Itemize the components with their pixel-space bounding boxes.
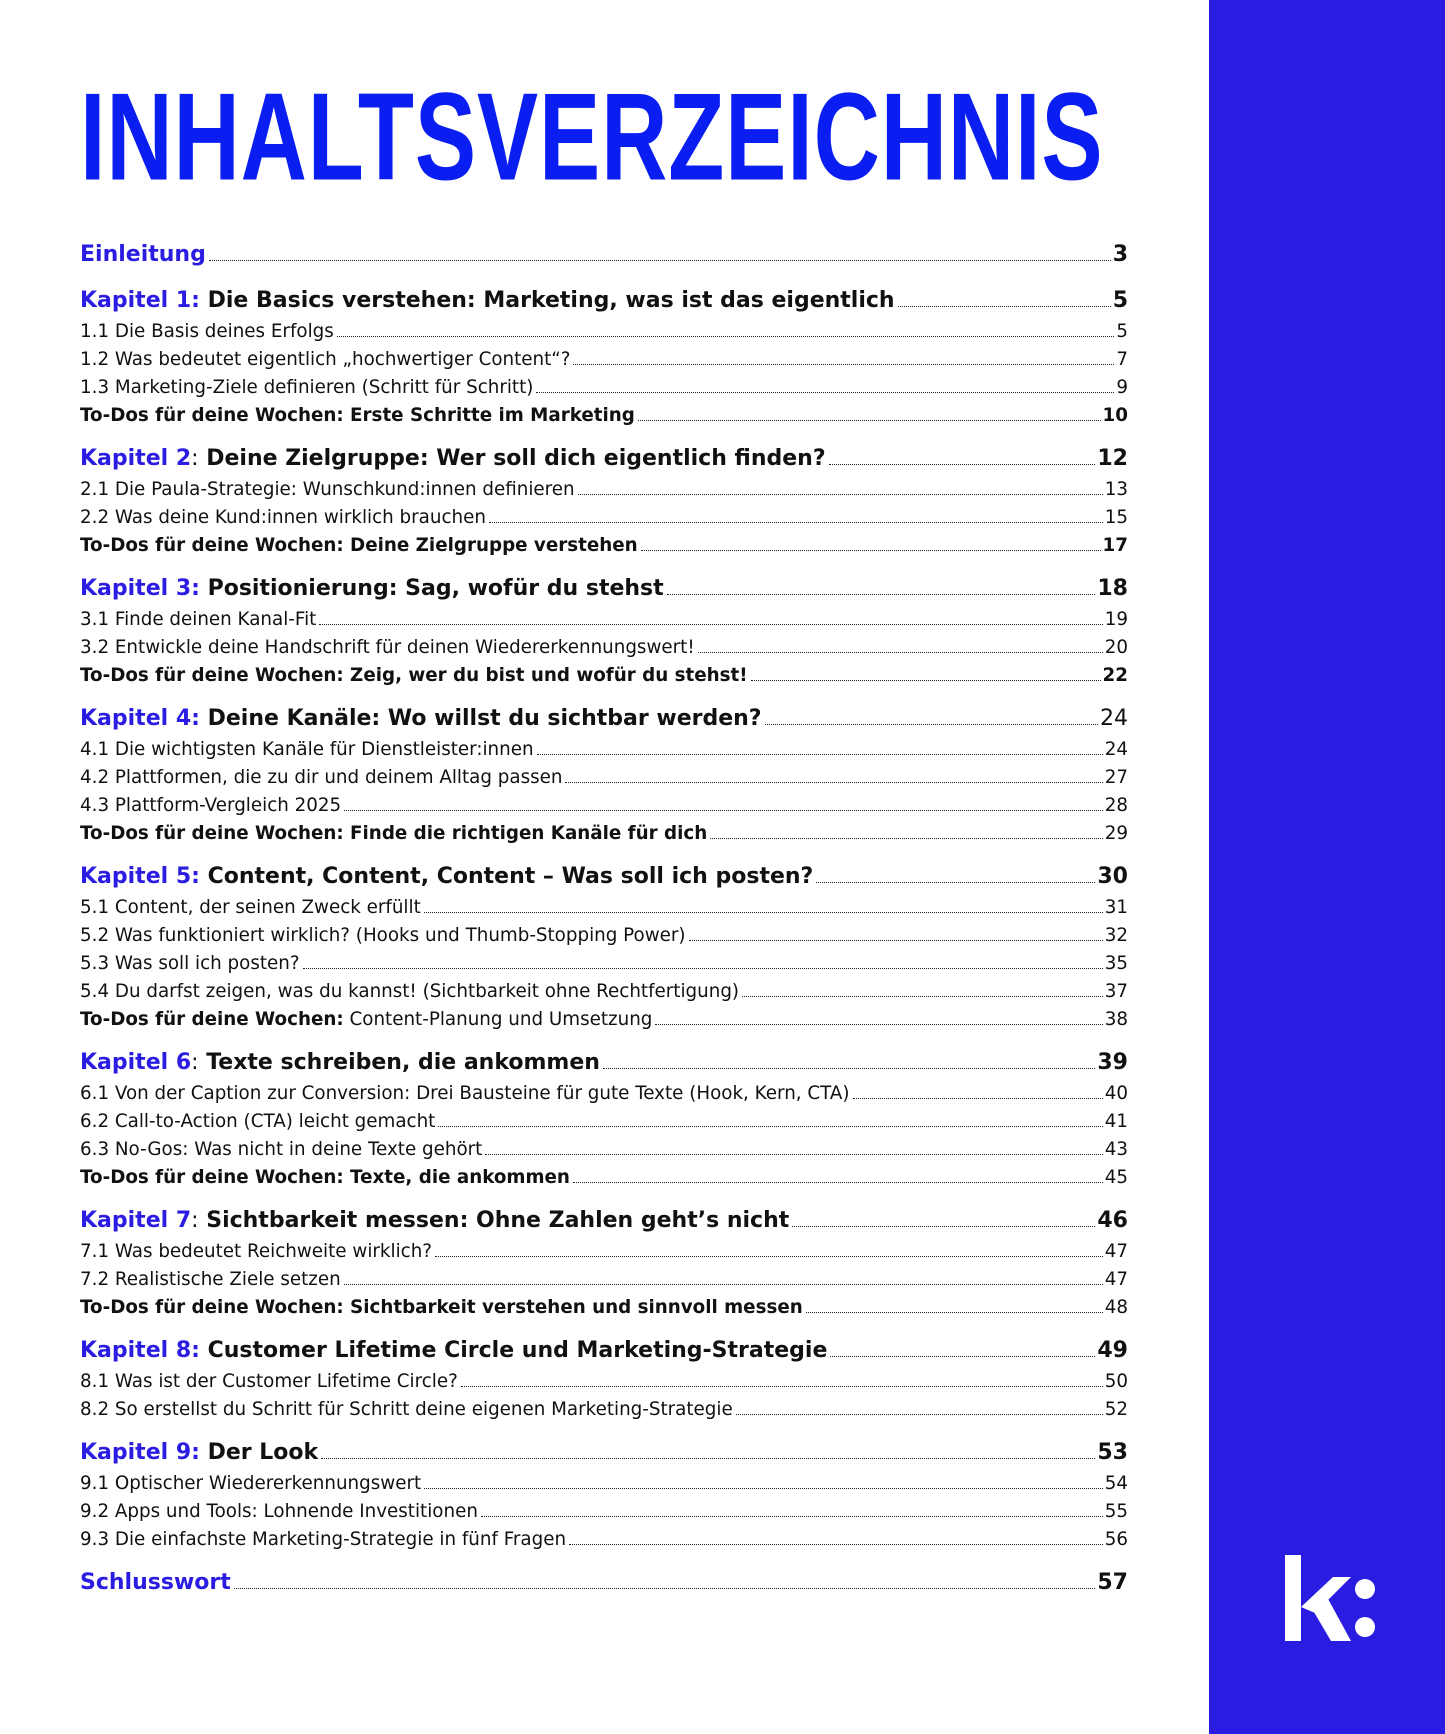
- dot-leader: [898, 305, 1111, 307]
- page-number: 45: [1104, 1167, 1128, 1188]
- page-number: 48: [1104, 1297, 1128, 1318]
- chapter-heading[interactable]: [80, 860, 1128, 894]
- section-title: 5.4 Du darfst zeigen, was du kannst! (Sichtbarkeit ohne Rechtfertigung): [80, 981, 740, 1002]
- section-entry[interactable]: [80, 1238, 1128, 1266]
- section-title: 9.2 Apps und Tools: Lohnende Investitionen: [80, 1501, 478, 1522]
- section-entry[interactable]: [80, 1368, 1128, 1396]
- section-entry[interactable]: [80, 792, 1128, 820]
- section-title: 5.2 Was funktioniert wirklich? (Hooks und Thumb-Stopping Power): [80, 925, 686, 946]
- chapter-title: Deine Kanäle: Wo willst du sichtbar werden?: [199, 706, 762, 731]
- entry-label: Einleitung: [80, 242, 206, 267]
- dot-leader: [710, 837, 1103, 839]
- dot-leader: [603, 1067, 1095, 1069]
- todo-title: To-Dos für deine Wochen: Erste Schritte im Marketing: [80, 405, 635, 426]
- page-number: 56: [1104, 1529, 1128, 1550]
- todo-title: To-Dos für deine Wochen: Deine Zielgruppe verstehen: [80, 535, 638, 556]
- entry-label: Schlusswort: [80, 1570, 231, 1595]
- page-number: 46: [1097, 1208, 1128, 1233]
- toc-entry-einleitung[interactable]: [80, 238, 1128, 272]
- chapter-label: Kapitel 8:: [80, 1338, 200, 1363]
- chapter-heading[interactable]: [80, 572, 1128, 606]
- page-number: 3: [1112, 242, 1128, 267]
- page-number: 32: [1104, 925, 1128, 946]
- todo-entry[interactable]: [80, 402, 1128, 430]
- dot-leader: [489, 521, 1103, 523]
- section-title: 1.3 Marketing-Ziele definieren (Schritt für Schritt): [80, 377, 534, 398]
- section-entry[interactable]: [80, 318, 1128, 346]
- dot-leader: [698, 651, 1103, 653]
- section-entry[interactable]: [80, 1108, 1128, 1136]
- dot-leader: [435, 1255, 1103, 1257]
- dot-leader: [853, 1097, 1103, 1099]
- table-of-contents: [80, 238, 1128, 1600]
- section-title: 8.2 So erstellst du Schritt für Schritt deine eigenen Marketing-Strategie: [80, 1399, 733, 1420]
- page-number: 17: [1102, 535, 1128, 556]
- page-number: 47: [1104, 1269, 1128, 1290]
- chapter-heading[interactable]: [80, 702, 1128, 736]
- section-entry[interactable]: [80, 1266, 1128, 1294]
- dot-leader: [537, 753, 1103, 755]
- page-number: 10: [1102, 405, 1128, 426]
- chapter-title: Content, Content, Content – Was soll ich posten?: [199, 864, 814, 889]
- section-title: 4.1 Die wichtigsten Kanäle für Dienstleister:innen: [80, 739, 534, 760]
- page-number: 13: [1104, 479, 1128, 500]
- page-number: 28: [1104, 795, 1128, 816]
- section-entry[interactable]: [80, 922, 1128, 950]
- chapter-label: Kapitel 7: [80, 1208, 192, 1233]
- section-entry[interactable]: [80, 978, 1128, 1006]
- page-number: 18: [1097, 576, 1128, 601]
- section-title: 6.3 No-Gos: Was nicht in deine Texte gehört: [80, 1139, 483, 1160]
- todo-title: To-Dos für deine Wochen: Finde die richtigen Kanäle für dich: [80, 823, 708, 844]
- page-number: 55: [1104, 1501, 1128, 1522]
- todo-entry[interactable]: [80, 1006, 1128, 1034]
- dot-leader: [792, 1225, 1095, 1227]
- dot-leader: [485, 1153, 1102, 1155]
- chapter-title: Deine Zielgruppe: Wer soll dich eigentlich finden?: [198, 446, 826, 471]
- page-number: 43: [1104, 1139, 1128, 1160]
- dot-leader: [234, 1587, 1096, 1589]
- todo-entry[interactable]: [80, 1164, 1128, 1192]
- page-number: 5: [1116, 321, 1128, 342]
- dot-leader: [641, 549, 1101, 551]
- todo-entry[interactable]: [80, 1294, 1128, 1322]
- chapter-title: Sichtbarkeit messen: Ohne Zahlen geht’s nicht: [198, 1208, 790, 1233]
- section-entry[interactable]: [80, 950, 1128, 978]
- section-entry[interactable]: [80, 736, 1128, 764]
- todo-title: To-Dos für deine Wochen: Zeig, wer du bist und wofür du stehst!: [80, 665, 748, 686]
- dot-leader: [344, 809, 1103, 811]
- dot-leader: [830, 1355, 1095, 1357]
- section-title: 9.3 Die einfachste Marketing-Strategie in fünf Fragen: [80, 1529, 567, 1550]
- page-number: 22: [1102, 665, 1128, 686]
- page-number: 7: [1116, 349, 1128, 370]
- section-entry[interactable]: [80, 374, 1128, 402]
- todo-title: To-Dos für deine Wochen: Sichtbarkeit verstehen und sinnvoll messen: [80, 1297, 803, 1318]
- chapter-title: Positionierung: Sag, wofür du stehst: [199, 576, 664, 601]
- section-entry[interactable]: [80, 1498, 1128, 1526]
- todo-title: To-Dos für deine Wochen:: [80, 1009, 344, 1030]
- dot-leader: [751, 679, 1101, 681]
- todo-entry[interactable]: [80, 532, 1128, 560]
- page-number: 20: [1104, 637, 1128, 658]
- section-entry[interactable]: [80, 606, 1128, 634]
- section-title: 2.2 Was deine Kund:innen wirklich brauchen: [80, 507, 486, 528]
- chapter-heading[interactable]: [80, 1436, 1128, 1470]
- chapter-colon: :: [191, 446, 199, 471]
- page-number: 38: [1104, 1009, 1128, 1030]
- section-entry[interactable]: [80, 1526, 1128, 1554]
- dot-leader: [337, 335, 1115, 337]
- dot-leader: [736, 1413, 1103, 1415]
- section-title: 9.1 Optischer Wiedererkennungswert: [80, 1473, 422, 1494]
- section-title: 4.2 Plattformen, die zu dir und deinem Alltag passen: [80, 767, 563, 788]
- section-title: 5.3 Was soll ich posten?: [80, 953, 300, 974]
- chapter-title: Der Look: [199, 1440, 319, 1465]
- toc-entry-schlusswort[interactable]: [80, 1566, 1128, 1600]
- section-title: 1.2 Was bedeutet eigentlich „hochwertiger Content“?: [80, 349, 571, 370]
- page-number: 50: [1104, 1371, 1128, 1392]
- brand-sidebar: [1209, 0, 1445, 1734]
- page-number: 9: [1116, 377, 1128, 398]
- chapter-title: Die Basics verstehen: Marketing, was ist das eigentlich: [199, 288, 895, 313]
- page-number: 37: [1104, 981, 1128, 1002]
- section-entry[interactable]: [80, 1470, 1128, 1498]
- section-entry[interactable]: [80, 1136, 1128, 1164]
- section-entry[interactable]: [80, 476, 1128, 504]
- dot-leader: [319, 623, 1102, 625]
- dot-leader: [689, 939, 1103, 941]
- dot-leader: [438, 1125, 1102, 1127]
- dot-leader: [667, 593, 1096, 595]
- section-entry[interactable]: [80, 1080, 1128, 1108]
- section-title: 1.1 Die Basis deines Erfolgs: [80, 321, 334, 342]
- page-number: 57: [1097, 1570, 1128, 1595]
- chapter-heading[interactable]: [80, 284, 1128, 318]
- section-entry[interactable]: [80, 894, 1128, 922]
- todo-subtitle: Content-Planung und Umsetzung: [343, 1009, 653, 1030]
- section-title: 7.1 Was bedeutet Reichweite wirklich?: [80, 1241, 432, 1262]
- section-title: 4.3 Plattform-Vergleich 2025: [80, 795, 342, 816]
- page-number: 30: [1097, 864, 1128, 889]
- page-number: 35: [1104, 953, 1128, 974]
- dot-leader: [573, 363, 1114, 365]
- section-entry[interactable]: [80, 504, 1128, 532]
- page-number: 53: [1097, 1440, 1128, 1465]
- dot-leader: [655, 1023, 1102, 1025]
- chapter-colon: :: [191, 1208, 199, 1233]
- todo-entry[interactable]: [80, 820, 1128, 848]
- section-entry[interactable]: [80, 764, 1128, 792]
- section-title: 7.2 Realistische Ziele setzen: [80, 1269, 341, 1290]
- chapter-title: Customer Lifetime Circle und Marketing-Strategie: [199, 1338, 828, 1363]
- chapter-heading[interactable]: [80, 1334, 1128, 1368]
- chapter-label: Kapitel 9:: [80, 1440, 200, 1465]
- page-number: 47: [1104, 1241, 1128, 1262]
- page-number: 31: [1104, 897, 1128, 918]
- dot-leader: [578, 493, 1103, 495]
- section-title: 6.1 Von der Caption zur Conversion: Drei Bausteine für gute Texte (Hook, Kern, CTA): [80, 1083, 850, 1104]
- chapter-label: Kapitel 1:: [80, 288, 200, 313]
- dot-leader: [344, 1283, 1103, 1285]
- dot-leader: [742, 995, 1103, 997]
- chapter-label: Kapitel 5:: [80, 864, 200, 889]
- todo-title: To-Dos für deine Wochen: Texte, die ankommen: [80, 1167, 570, 1188]
- dot-leader: [536, 391, 1114, 393]
- page-number: 27: [1104, 767, 1128, 788]
- page-number: 49: [1097, 1338, 1128, 1363]
- dot-leader: [829, 463, 1096, 465]
- page-number: 39: [1097, 1050, 1128, 1075]
- dot-leader: [424, 1487, 1103, 1489]
- page-number: 24: [1104, 739, 1128, 760]
- page-number: 15: [1104, 507, 1128, 528]
- page-title: INHALTSVERZEICHNIS: [80, 66, 1104, 207]
- page-number: 12: [1097, 446, 1128, 471]
- chapter-label: Kapitel 4:: [80, 706, 200, 731]
- chapter-label: Kapitel 3:: [80, 576, 200, 601]
- page-number: 5: [1112, 288, 1128, 313]
- section-title: 5.1 Content, der seinen Zweck erfüllt: [80, 897, 421, 918]
- dot-leader: [481, 1515, 1103, 1517]
- dot-leader: [461, 1385, 1103, 1387]
- page-number: 41: [1104, 1111, 1128, 1132]
- chapter-colon: :: [191, 1050, 199, 1075]
- chapter-heading[interactable]: [80, 1204, 1128, 1238]
- section-title: 8.1 Was ist der Customer Lifetime Circle?: [80, 1371, 458, 1392]
- dot-leader: [303, 967, 1103, 969]
- chapter-label: Kapitel 2: [80, 446, 192, 471]
- page-number: 19: [1104, 609, 1128, 630]
- page-number: 40: [1104, 1083, 1128, 1104]
- chapter-heading[interactable]: [80, 442, 1128, 476]
- dot-leader: [765, 723, 1098, 725]
- dot-leader: [424, 911, 1103, 913]
- k-colon-logo-icon: [1281, 1555, 1377, 1641]
- page-number: 52: [1104, 1399, 1128, 1420]
- dot-leader: [638, 419, 1101, 421]
- dot-leader: [565, 781, 1102, 783]
- section-entry[interactable]: [80, 634, 1128, 662]
- page-number: 29: [1104, 823, 1128, 844]
- page-number: 54: [1104, 1473, 1128, 1494]
- todo-entry[interactable]: [80, 662, 1128, 690]
- section-title: 2.1 Die Paula-Strategie: Wunschkund:innen definieren: [80, 479, 575, 500]
- section-title: 6.2 Call-to-Action (CTA) leicht gemacht: [80, 1111, 436, 1132]
- section-title: 3.1 Finde deinen Kanal-Fit: [80, 609, 317, 630]
- dot-leader: [816, 881, 1095, 883]
- dot-leader: [569, 1543, 1103, 1545]
- dot-leader: [321, 1457, 1095, 1459]
- section-entry[interactable]: [80, 1396, 1128, 1424]
- dot-leader: [209, 259, 1111, 261]
- section-title: 3.2 Entwickle deine Handschrift für deinen Wiedererkennungswert!: [80, 637, 695, 658]
- dot-leader: [806, 1311, 1103, 1313]
- chapter-heading[interactable]: [80, 1046, 1128, 1080]
- section-entry[interactable]: [80, 346, 1128, 374]
- chapter-title: Texte schreiben, die ankommen: [198, 1050, 600, 1075]
- dot-leader: [573, 1181, 1103, 1183]
- page-number: 24: [1100, 706, 1128, 731]
- chapter-label: Kapitel 6: [80, 1050, 192, 1075]
